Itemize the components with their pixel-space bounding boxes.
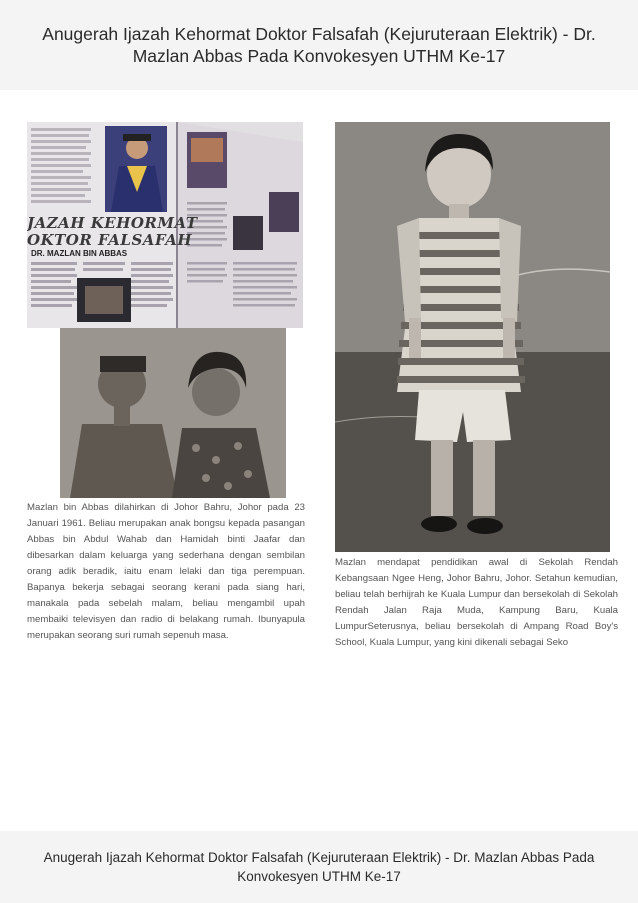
- magazine-photo: [27, 122, 303, 328]
- magazine-heading-line1: JAZAH KEHORMAT: [27, 214, 198, 232]
- left-caption: Mazlan bin Abbas dilahirkan di Johor Bahru, Johor pada 23 Januari 1961. Beliau merupakan anak bongsu kepada pasangan Abbas bin Abdul Wahab dan Hamidah binti Jaafar dan dibesarkan dalam keluarga yang sederhana dengan sembilan orang adik beradik, iaitu enam lelaki dan tiga perempuan. Bapanya bekerja sebagai seorang kerani pada siang hari, manakala pada sebelah malam, beliau mengambil upah membaiki televisyen dan radio di belakang rumah. Ibunyapula merupakan seorang suri rumah sepenuh masa.: [27, 502, 305, 641]
- magazine-heading-line2: OKTOR FALSAFAH: [27, 231, 193, 249]
- page-footer: [0, 831, 638, 903]
- child-photo: [335, 122, 610, 552]
- page-title: Anugerah Ijazah Kehormat Doktor Falsafah (Kejuruteraan Elektrik) - Dr. Mazlan Abbas Pada Konvokesyen UTHM Ke-17: [42, 24, 596, 66]
- right-caption: Mazlan mendapat pendidikan awal di Sekolah Rendah Kebangsaan Ngee Heng, Johor Bahru, Johor. Setahun kemudian, beliau telah berhijrah ke Kuala Lumpur dan bersekolah di Sekolah Rendah Jalan Raja Muda, Kampung Baru, Kuala LumpurSeterusnya, beliau bersekolah di Ampang Road Boy's School, Kuala Lumpur, yang kini dikenali sebagai Seko: [335, 557, 618, 648]
- footer-title: Anugerah Ijazah Kehormat Doktor Falsafah (Kejuruteraan Elektrik) - Dr. Mazlan Abbas Pada Konvokesyen UTHM Ke-17: [43, 850, 595, 884]
- magazine-name: DR. MAZLAN BIN ABBAS: [31, 249, 128, 258]
- parents-photo: [60, 328, 286, 498]
- page-header: [0, 0, 638, 90]
